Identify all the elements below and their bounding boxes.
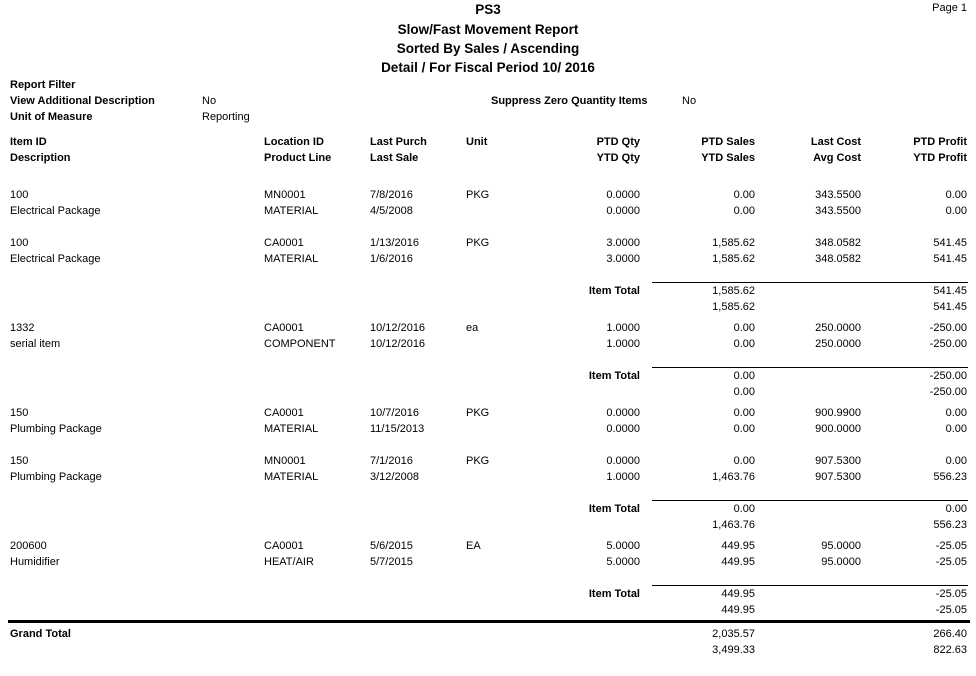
unit: ea [466,322,479,334]
ytd-profit: -25.05 [935,556,967,568]
col-avg-cost: Avg Cost [813,152,861,164]
ytd-sales: 1,463.76 [712,471,755,483]
item-total-label: Item Total [588,588,640,600]
report-sort: Sorted By Sales / Ascending [396,41,580,56]
col-unit: Unit [466,136,488,148]
item-total-ptd-sales: 449.95 [721,588,755,600]
ytd-qty: 5.0000 [606,556,640,568]
last-sale: 1/6/2016 [370,253,413,265]
ytd-profit: 0.00 [945,205,967,217]
ytd-profit: 556.23 [933,471,967,483]
item-total-ptd-sales: 1,585.62 [712,285,755,297]
ytd-qty: 0.0000 [606,423,640,435]
product-line: COMPONENT [264,338,336,350]
col-description: Description [10,152,71,164]
ytd-sales: 1,585.62 [712,253,755,265]
item-description: Electrical Package [10,205,101,217]
location-id: CA0001 [264,407,304,419]
product-line: MATERIAL [264,205,319,217]
last-sale: 11/15/2013 [370,423,425,435]
ptd-sales: 1,585.62 [712,237,755,249]
ptd-qty: 3.0000 [606,237,640,249]
item-total-label: Item Total [588,503,640,515]
filter-value-additional-description: No [202,95,217,107]
ytd-profit: 541.45 [933,253,967,265]
ytd-sales: 0.00 [733,205,755,217]
ytd-profit: -250.00 [929,338,967,350]
item-total-rule [652,500,968,501]
report-period: Detail / For Fiscal Period 10/ 2016 [381,60,595,75]
avg-cost: 343.5500 [815,205,861,217]
last-purch: 1/13/2016 [370,237,419,249]
ptd-profit: 541.45 [933,237,967,249]
grand-total-label: Grand Total [10,628,71,640]
item-id: 150 [10,455,29,467]
ptd-profit: 0.00 [945,189,967,201]
ptd-profit: -25.05 [935,540,967,552]
item-description: Humidifier [10,556,60,568]
product-line: HEAT/AIR [264,556,314,568]
last-cost: 343.5500 [815,189,861,201]
item-total-label: Item Total [588,370,640,382]
item-description: Plumbing Package [10,423,102,435]
ptd-profit: 0.00 [945,407,967,419]
last-purch: 7/1/2016 [370,455,413,467]
last-sale: 5/7/2015 [370,556,413,568]
unit: PKG [466,407,490,419]
unit: EA [466,540,481,552]
item-total-ptd-profit: -25.05 [935,588,967,600]
ptd-sales: 0.00 [733,322,755,334]
location-id: CA0001 [264,540,304,552]
unit: PKG [466,189,490,201]
filter-value-suppress-zero: No [682,95,697,107]
last-purch: 7/8/2016 [370,189,413,201]
item-total-ptd-sales: 0.00 [733,370,755,382]
avg-cost: 907.5300 [815,471,861,483]
last-purch: 5/6/2015 [370,540,413,552]
grand-total-rule [8,620,970,623]
col-location-id: Location ID [264,136,324,148]
filter-label-additional-description: View Additional Description [10,95,155,107]
item-total-ytd-sales: 449.95 [721,604,755,616]
avg-cost: 95.0000 [821,556,861,568]
last-cost: 900.9900 [815,407,861,419]
product-line: MATERIAL [264,253,319,265]
last-cost: 348.0582 [815,237,861,249]
last-sale: 10/12/2016 [370,338,426,350]
grand-total-ytd-profit: 822.63 [933,644,967,656]
col-last-purch: Last Purch [370,136,427,148]
filter-label-unit-of-measure: Unit of Measure [10,111,93,123]
last-purch: 10/7/2016 [370,407,419,419]
avg-cost: 900.0000 [815,423,861,435]
report-title: Slow/Fast Movement Report [397,22,579,37]
ptd-profit: -250.00 [929,322,967,334]
filter-label-suppress-zero: Suppress Zero Quantity Items [491,95,648,107]
item-total-ytd-profit: -250.00 [929,386,967,398]
ptd-sales: 0.00 [733,407,755,419]
item-description: Electrical Package [10,253,101,265]
item-id: 1332 [10,322,35,334]
ptd-sales: 0.00 [733,189,755,201]
last-cost: 95.0000 [821,540,861,552]
ptd-qty: 5.0000 [606,540,640,552]
page-number: Page 1 [932,2,967,14]
col-last-sale: Last Sale [370,152,419,164]
col-product-line: Product Line [264,152,332,164]
ptd-profit: 0.00 [945,455,967,467]
ytd-profit: 0.00 [945,423,967,435]
location-id: MN0001 [264,189,306,201]
col-last-cost: Last Cost [810,136,861,148]
item-total-rule [652,367,968,368]
last-sale: 3/12/2008 [370,471,419,483]
ptd-qty: 0.0000 [606,455,640,467]
item-id: 100 [10,237,29,249]
last-cost: 250.0000 [815,322,861,334]
item-total-ytd-sales: 1,585.62 [712,301,755,313]
col-ytd-sales: YTD Sales [701,152,755,164]
filter-value-unit-of-measure: Reporting [202,111,250,123]
unit: PKG [466,237,490,249]
item-id: 200600 [10,540,47,552]
product-line: MATERIAL [264,423,319,435]
col-ptd-qty: PTD Qty [596,136,640,148]
item-description: serial item [10,338,61,350]
item-total-ytd-profit: 541.45 [933,301,967,313]
col-ytd-profit: YTD Profit [913,152,967,164]
ptd-qty: 0.0000 [606,407,640,419]
item-total-rule [652,585,968,586]
ptd-sales: 0.00 [733,455,755,467]
item-total-rule [652,282,968,283]
last-sale: 4/5/2008 [370,205,413,217]
item-total-label: Item Total [588,285,640,297]
location-id: CA0001 [264,322,304,334]
item-total-ptd-profit: 541.45 [933,285,967,297]
location-id: CA0001 [264,237,304,249]
item-total-ptd-sales: 0.00 [733,503,755,515]
ptd-sales: 449.95 [721,540,755,552]
ytd-sales: 0.00 [733,423,755,435]
ptd-qty: 0.0000 [606,189,640,201]
report-code: PS3 [475,2,501,17]
grand-total-ptd-profit: 266.40 [933,628,967,640]
col-ptd-sales: PTD Sales [701,136,755,148]
product-line: MATERIAL [264,471,319,483]
item-total-ptd-profit: 0.00 [945,503,967,515]
grand-total-ptd-sales: 2,035.57 [712,628,755,640]
item-total-ytd-sales: 0.00 [733,386,755,398]
item-total-ytd-profit: 556.23 [933,519,967,531]
ptd-qty: 1.0000 [606,322,640,334]
ytd-qty: 1.0000 [606,471,640,483]
location-id: MN0001 [264,455,306,467]
avg-cost: 250.0000 [815,338,861,350]
filter-heading: Report Filter [10,79,76,91]
item-description: Plumbing Package [10,471,102,483]
item-total-ptd-profit: -250.00 [929,370,967,382]
item-id: 100 [10,189,29,201]
item-total-ytd-sales: 1,463.76 [712,519,755,531]
grand-total-ytd-sales: 3,499.33 [712,644,755,656]
last-cost: 907.5300 [815,455,861,467]
avg-cost: 348.0582 [815,253,861,265]
item-id: 150 [10,407,29,419]
last-purch: 10/12/2016 [370,322,426,334]
ytd-qty: 0.0000 [606,205,640,217]
item-total-ytd-profit: -25.05 [935,604,967,616]
ytd-qty: 3.0000 [606,253,640,265]
unit: PKG [466,455,490,467]
ytd-qty: 1.0000 [606,338,640,350]
ytd-sales: 0.00 [733,338,755,350]
ytd-sales: 449.95 [721,556,755,568]
col-ytd-qty: YTD Qty [596,152,640,164]
col-ptd-profit: PTD Profit [913,136,967,148]
col-item-id: Item ID [10,136,47,148]
